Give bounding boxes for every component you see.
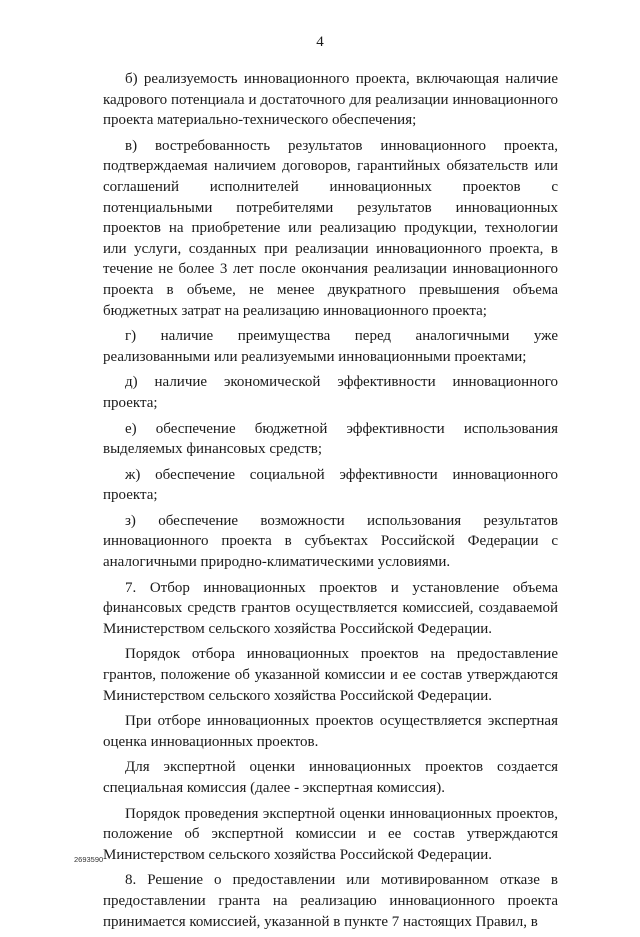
paragraph-z: з) обеспечение возможности использования результатов инновационного проекта в субъектах Российской Федерации с аналогичными природно-климатическими условиями.	[103, 512, 558, 571]
paragraph-evaluation-procedure: Порядок проведения экспертной оценки инновационных проектов, положение об экспертной комиссии и ее состав утверждаются Министерством сельского хозяйства Российской Федерации.	[103, 805, 558, 863]
paragraph-8: 8. Решение о предоставлении или мотивированном отказе в предоставлении гранта на реализацию инновационного проекта принимается комиссией, указанной в пункте 7 настоящих Правил, в	[103, 872, 558, 930]
paragraph-e: е) обеспечение бюджетной эффективности использования выделяемых финансовых средств;	[103, 420, 558, 458]
document-body	[103, 69, 558, 937]
paragraph-selection-procedure: Порядок отбора инновационных проектов на предоставление грантов, положение об указанной комиссии и ее состав утверждаются Министерством сельского хозяйства Российской Федерации.	[103, 646, 558, 704]
paragraph-d: д) наличие экономической эффективности инновационного проекта;	[103, 374, 558, 411]
page-number: 4	[316, 34, 324, 50]
paragraph-g: г) наличие преимущества перед аналогичными уже реализованными или реализуемыми инновационными проектами;	[103, 328, 558, 365]
document-id: 2693590	[74, 855, 104, 864]
paragraph-expert-commission: Для экспертной оценки инновационных проектов создается специальная комиссия (далее - экспертная комиссия).	[103, 759, 558, 796]
paragraph-zh: ж) обеспечение социальной эффективности инновационного проекта;	[103, 466, 558, 504]
paragraph-expert-evaluation: При отборе инновационных проектов осуществляется экспертная оценка инновационных проектов.	[103, 713, 558, 750]
paragraph-b: б) реализуемость инновационного проекта, включающая наличие кадрового потенциала и достаточного для реализации инновационного проекта материально-технического обеспечения;	[103, 71, 558, 129]
paragraph-7: 7. Отбор инновационных проектов и установление объема финансовых средств грантов осуществляется комиссией, создаваемой Министерством сельского хозяйства Российской Федерации.	[103, 579, 558, 637]
paragraph-v: в) востребованность результатов инновационного проекта, подтверждаемая наличием договоров, гарантийных обязательств или соглашений исполнителей инновационных проектов с потенциальными потребителями результатов инновационных проектов на приобретение или реализацию продукции, технологии или услуги, созданных при реализации инновационного проекта, в течение не более 3 лет после окончания реализации инновационного проекта в объеме, не менее двукратного превышения объема бюджетных затрат на реализацию инновационного проекта;	[103, 137, 558, 319]
